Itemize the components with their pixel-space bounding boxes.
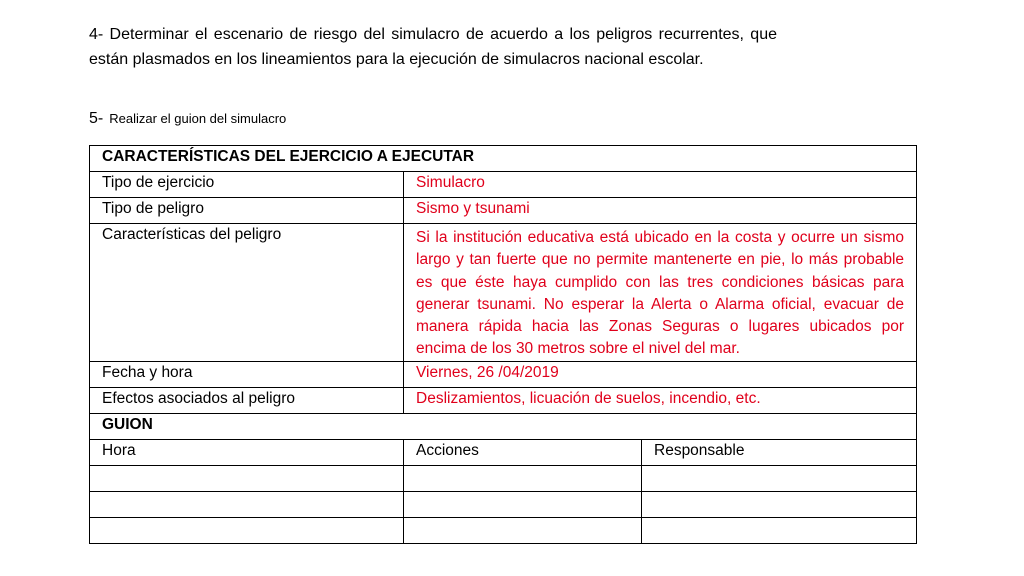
guion-empty-row <box>90 491 917 517</box>
row-label: Características del peligro <box>90 224 404 362</box>
row-label: Tipo de ejercicio <box>90 172 404 198</box>
row-label: Efectos asociados al peligro <box>90 387 404 413</box>
guion-cell[interactable] <box>90 517 404 543</box>
table-header: CARACTERÍSTICAS DEL EJERCICIO A EJECUTAR <box>90 146 917 172</box>
guion-cell[interactable] <box>642 465 917 491</box>
guion-columns-row <box>90 439 917 465</box>
step4-paragraph <box>89 22 777 72</box>
step4-line1: 4- Determinar el escenario de riesgo del simulacro de acuerdo a los peligros recurrentes, que <box>89 26 777 43</box>
guion-empty-row <box>90 517 917 543</box>
step5-text: Realizar el guion del simulacro <box>109 111 287 126</box>
step5-number: 5- <box>89 110 104 127</box>
table-header-row <box>90 146 917 172</box>
guion-col-hora: Hora <box>90 439 404 465</box>
table-row <box>90 361 917 387</box>
guion-cell[interactable] <box>90 491 404 517</box>
guion-empty-row <box>90 465 917 491</box>
guion-col-responsable: Responsable <box>642 439 917 465</box>
row-label: Tipo de peligro <box>90 198 404 224</box>
guion-cell[interactable] <box>90 465 404 491</box>
step5-heading <box>89 109 286 129</box>
step4-line2: están plasmados en los lineamientos para la ejecución de simulacros nacional escolar. <box>89 51 704 68</box>
row-value: Si la institución educativa está ubicado en la costa y ocurre un sismo largo y tan fuerte que no permite mantenerte en pie, lo más probable es que éste haya cumplido con las tres condiciones básicas para generar tsunami. No esperar la Alerta o Alarma oficial, evacuar de manera rápida hacia las Zonas Seguras o lugares ubicados por encima de los 30 metros sobre el nivel del mar. <box>404 224 917 362</box>
guion-col-acciones: Acciones <box>404 439 642 465</box>
guion-cell[interactable] <box>404 517 642 543</box>
row-value: Sismo y tsunami <box>404 198 917 224</box>
row-value: Simulacro <box>404 172 917 198</box>
guion-cell[interactable] <box>642 517 917 543</box>
table-row <box>90 172 917 198</box>
guion-cell[interactable] <box>404 465 642 491</box>
row-value: Deslizamientos, licuación de suelos, incendio, etc. <box>404 387 917 413</box>
guion-header: GUION <box>90 413 917 439</box>
row-value: Viernes, 26 /04/2019 <box>404 361 917 387</box>
table-row <box>90 198 917 224</box>
table-row <box>90 224 917 362</box>
guion-cell[interactable] <box>642 491 917 517</box>
row-label: Fecha y hora <box>90 361 404 387</box>
exercise-table <box>89 145 917 544</box>
guion-cell[interactable] <box>404 491 642 517</box>
guion-header-row <box>90 413 917 439</box>
table-row <box>90 387 917 413</box>
